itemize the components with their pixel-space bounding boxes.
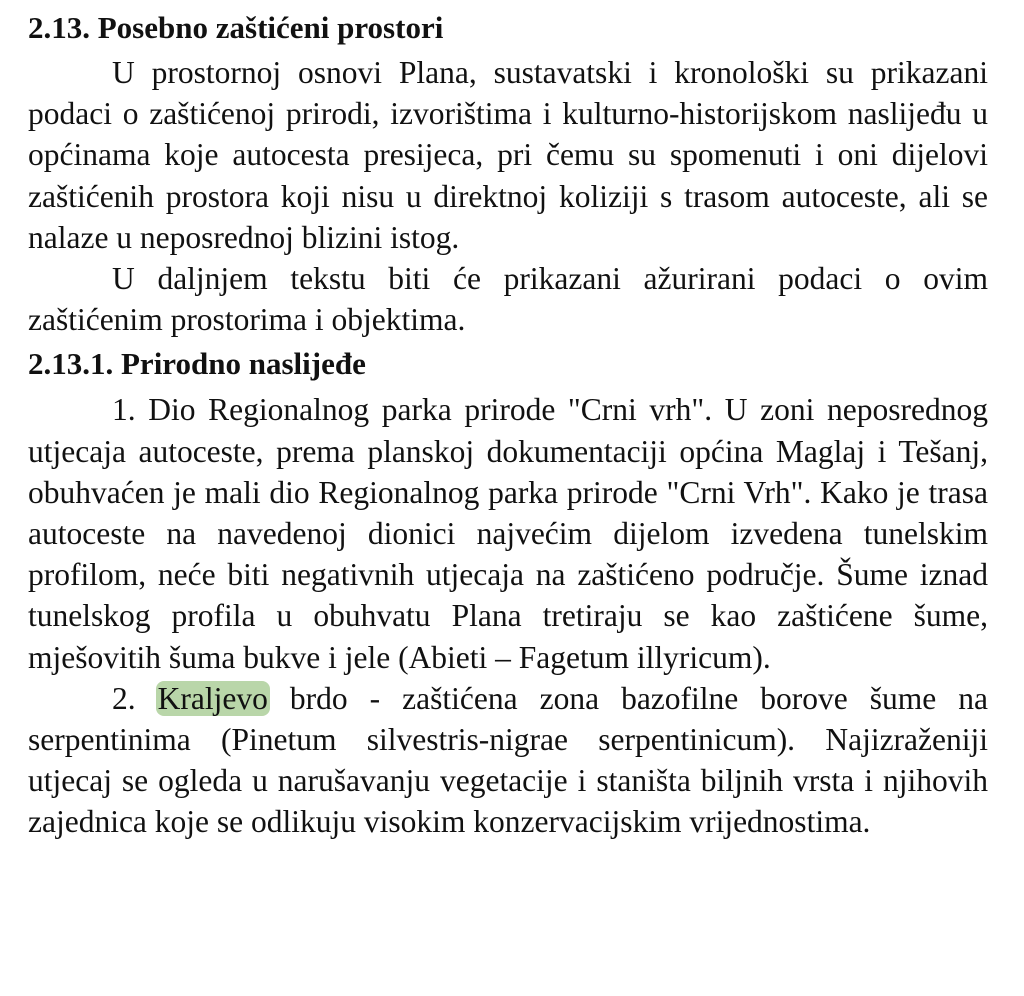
list-item-number: 2.	[112, 680, 136, 716]
document-page	[28, 6, 988, 843]
section-paragraph-2: U daljnjem tekstu biti će prikazani ažurirani podaci o ovim zaštićenim prostorima i objektima.	[28, 261, 988, 338]
section-paragraph-1: U prostornoj osnovi Plana, sustavatski i kronološki su prikazani podaci o zaštićenoj prirodi, izvorištima i kulturno-historijskom naslijeđu u općinama koje autocesta presijeca, pri čemu su spomenuti i oni dijelovi zaštićenih prostora koji nisu u direktnoj koliziji s trasom autoceste, ali se nalaze u neposrednoj blizini istog.	[28, 55, 988, 255]
section-heading: 2.13. Posebno zaštićeni prostori	[28, 10, 444, 45]
list-item-kraljevo-brdo	[28, 678, 988, 843]
list-item-crni-vrh: 1. Dio Regionalnog parka prirode "Crni vrh". U zoni neposrednog utjecaja autoceste, prema planskoj dokumentaciji općina Maglaj i Tešanj, obuhvaćen je mali dio Regionalnog parka prirode "Crni Vrh". Kako je trasa autoceste na navedenoj dionici najvećim dijelom izvedena tunelskim profilom, neće biti negativnih utjecaja na zaštićeno područje. Šume iznad tunelskog profila u obuhvatu Plana tretiraju se kao zaštićene šume, mješovitih šuma bukve i jele (Abieti – Fagetum illyricum).	[28, 392, 988, 675]
highlighted-text[interactable]: Kraljevo	[157, 680, 268, 716]
list-item-text: brdo - zaštićena zona bazofilne borove šume na serpentinima (Pinetum silvestris-nigrae serpentinicum). Najizraženiji utjecaj se ogleda u narušavanju vegetacije i staništa biljnih vrsta i njihovih zajednica koje se odlikuju visokim konzervacijskim vrijednostima.	[28, 680, 989, 840]
subsection-heading: 2.13.1. Prirodno naslijeđe	[28, 346, 366, 382]
